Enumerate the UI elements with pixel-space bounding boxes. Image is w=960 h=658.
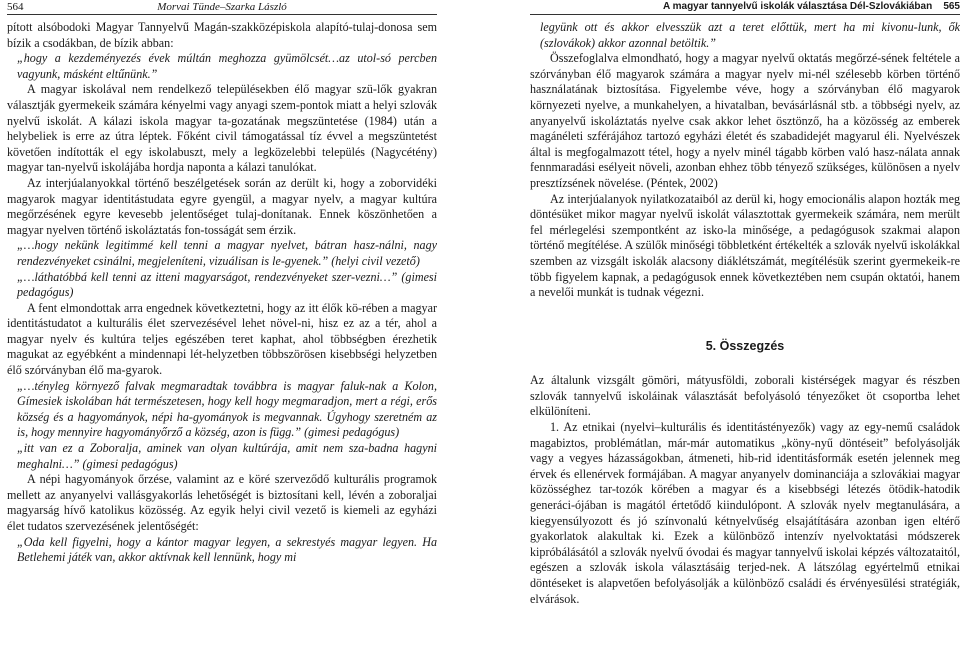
right-page-header: [530, 0, 960, 15]
paragraph: pított alsóbodoki Magyar Tannyelvű Magán-szakközépiskola alapító-tulaj-donosa sem bízik a csodákban, de bízik abban:: [7, 20, 437, 50]
left-page-number: 564: [7, 1, 24, 13]
right-running-head-text: A magyar tannyelvű iskolák választása Dél-Szlovákiában: [662, 1, 933, 12]
right-page-number: 565: [943, 1, 960, 12]
left-page: [7, 0, 437, 658]
paragraph: Az általunk vizsgált gömöri, mátyusföldi, zoborali kistérségek magyar és részben szlovák tannyelvű iskoláinak választását befolyásoló tényezőket öt csoportba lehet elkülöníteni.: [530, 373, 960, 419]
paragraph: A népi hagyományok őrzése, valamint az e köré szerveződő kulturális programok mellett az anyanyelvi vallásgyakorlás lehetőségét is biztosítani kell, lévén a zoboraljai magyarság hívő katolikus közösség. Az egyik helyi civil vezető is kiemeli az egyházi élet tudatos szervezésének jelentőségét:: [7, 472, 437, 533]
quote: „…láthatóbbá kell tenni az itteni magyarságot, rendezvényeket szer-vezni…” (gimesi pedagógus): [17, 269, 437, 300]
right-page: [530, 0, 960, 658]
quote: „Oda kell figyelni, hogy a kántor magyar legyen, a sekrestyés magyar legyen. Ha Betlehemi játék van, akkor aktívnak kell lennünk, hogy mi: [17, 534, 437, 565]
quote: „hogy a kezdeményezés évek múltán meghozza gyümölcsét…az utol-só percben vagyunk, másként eltűnünk.”: [17, 51, 437, 81]
paragraph: A fent elmondottak arra engednek következtetni, hogy az itt élők kö-rében a magyar identitástudatot a kulturális élet szervezésével lehet növel-ni, hisz ez az a tér, ahol a magyar nyelv és kultúra teljes egészében teret kaphat, ahol többségben érezhetik magukat az egyébként a mindennapi lét-helyzetben többszörösen kisebbségi helyzetben élő szórványban élő ma-gyarok.: [7, 300, 437, 378]
quote: legyünk ott és akkor elvesszük azt a teret előttük, mert ha mi kivonu-lunk, ők (szlovákok) akkor azonnal betöltik.”: [540, 20, 960, 50]
paragraph: Összefoglalva elmondható, hogy a magyar nyelvű oktatás megőrzé-sének feltétele a szórványban élő magyarok számára a magyar nyelv mi-nél szélesebb körben történő használatának biztosítása. Figyelembe véve, hogy a szórványban élő magyarok környezeti nyelve, a munkahelyen, a hivatalban, bevásárlásnál stb. a többségi nyelv, az anyanyelvű iskoláztatás nyelve csak akkor lehet ösztönző, ha a közösség az emberek magánéleti szférájához tartozó egyházi életét és szabadidejét magyarul éli. Nyelvészek által is megfogalmazott tétel, hogy a nyelv minél tágabb körben való hasz-nálata annak fennmaradási esélyeit növeli, azonban ehhez több tényező szükséges, különösen a nyelv presztízsének növelése. (Péntek, 2002): [530, 51, 960, 190]
left-running-head: Morvai Tünde–Szarka László: [157, 1, 287, 13]
paragraph: 1. Az etnikai (nyelvi–kulturális és identitástényezők) vagy az egy-nemű családok magabiztos, problémátlan, már-már automatikus „köny-nyű döntéseit” befolyásolják vagy a vegyes házasságokban, átmeneti, hib-rid identitásformák esetén jelennek meg érvek és ellenérvek formájában. A magyar anyanyelv dominanciája a szlovákiai magyar közösséghez tar-tozók körében a magyar és a kisebbségi létezés ötödik-hatodik generáci-ójában is magától értetődő kiindulópont. A szlovák nyelv megtanulására, a kiegyensúlyozott és jó színvonalú kétnyelvűség elsajátítására azonban igen eltérő gyakorlatok alakultak ki. Ezek a különböző intenzív nyelvoktatási módszerek kipróbálásától a szlovák nyelvű óvodai és magyar tannyelvű iskolai képzés változataitól, egészen a szlovák iskola választásáig terjed-nek. A látszólag egyértelmű etnikai döntéseket is alapvetően befolyásolják a különböző családi és érvényesülési stratégiák, elvárások.: [530, 420, 960, 606]
right-running-head: [663, 0, 960, 14]
paragraph: A magyar iskolával nem rendelkező településekben élő magyar szü-lők gyakran választják gyermekeik számára kényelmi vagy anyagi szem-pontok miatt a helyi szlovák nyelvű iskolát. A kálazi iskola magyar ta-gozatának megszüntetése (1984) után a helybeliek is erre az útra léptek. Főként civil támogatással tíz évvel a megszüntetést követően indították el egy iskolabuszt, mely a legközelebbi település (Nagycétény) magyar tan-nyelvű iskolájába hordja naponta a kálazi tanulókat.: [7, 82, 437, 175]
right-page-body: [530, 15, 960, 607]
left-page-header: [7, 0, 437, 15]
quote: „itt van ez a Zoboralja, aminek van olyan kultúrája, amit nem sza-badna hagyni meghalni…” (gimesi pedagógus): [17, 441, 437, 471]
section-title: 5. Összegzés: [705, 338, 785, 353]
quote: „…tényleg környező falvak megmaradtak továbbra is magyar faluk-nak a Kolon, Gímesiek iskolában hát természetesen, hogy kell hogy megmaradjon, mert a régi, erős község és a hagyományok, népi ha-gyományok is megvannak. Úgyhogy szeretném az is, hogy mennyire hagyományőrző a község, azon is függ.” (gimesi pedagógus): [17, 378, 437, 440]
paragraph: Az interjúalanyokkal történő beszélgetések során az derült ki, hogy a zoborvidéki magyarok magyar identitástudata egyre gyengül, a magyar nyelv, a magyar kultúra megőrzésének egyre kevesebb jelentőséget tulaj-donítanak. Ennek köszönhetően a magyar nyelven történő iskoláztatás fon-tosságát sem érzik.: [7, 175, 437, 237]
paragraph: Az interjúalanyok nyilatkozataiból az derül ki, hogy emocionális alapon hozták meg döntésüket mikor magyar nyelvű iskolát választottak gyermekeik számára, nem merült fel mérlegelési szempontként az isko-la minősége, a pedagógusok szakmai alapon történő megítélése. A szülők minőségi többletként értékelték a szlovák nyelvű iskolákkal szemben az vizsgált iskolák alacsony diáklétszámát, megítélésük szerint gyermekeik-re több figyelem kapnak, a pedagógusok ennek következtében nem csupán oktatói, hanem a nevelői munkát is tudnak végezni.: [530, 191, 960, 300]
left-page-body: [7, 15, 437, 566]
quote: „…hogy nekünk legitimmé kell tenni a magyar nyelvet, bátran hasz-nálni, nagy rendezvényeket csinálni, megjeleníteni, vizuálisan is le-gyenek.” (helyi civil vezető): [17, 238, 437, 268]
